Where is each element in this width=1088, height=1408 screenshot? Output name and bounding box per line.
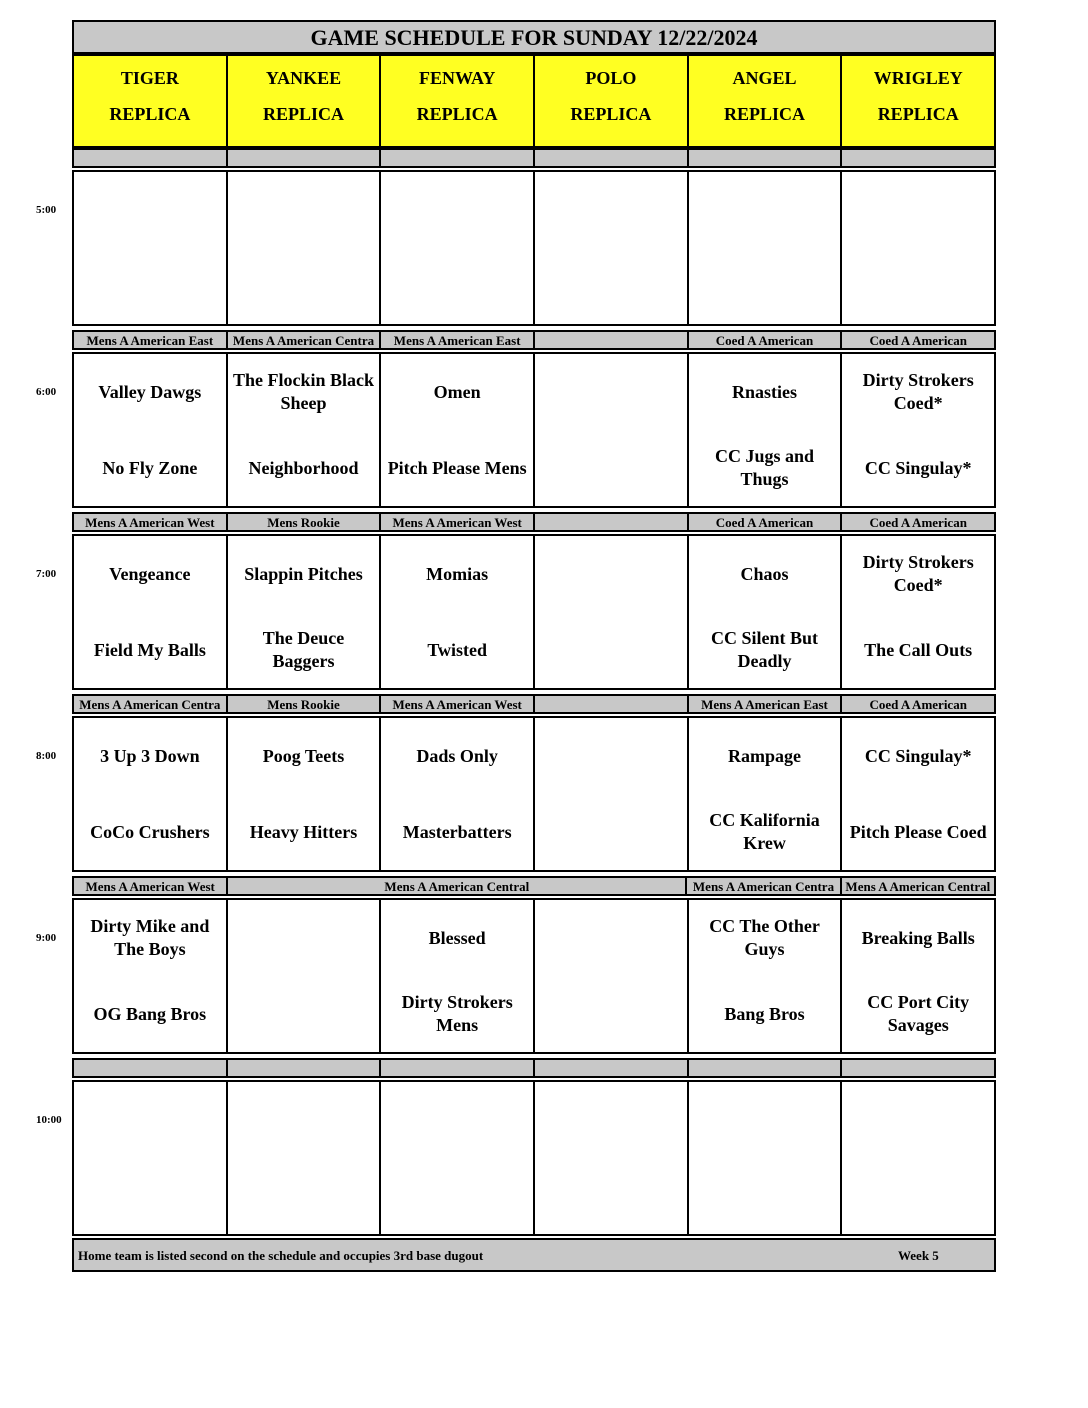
slot-5 [72,170,996,326]
division-row-10 [72,1058,996,1078]
away-team: Omen [433,381,481,402]
away-team [535,536,687,612]
division-label: Mens A American West [379,512,533,532]
field-name: FENWAY [419,68,496,88]
division-label [533,694,687,714]
away-team: Dirty Strokers Coed* [862,370,974,413]
field-sub: REPLICA [877,104,959,124]
field-header-yankee [226,54,380,148]
division-label: Coed A American [840,694,996,714]
home-team [535,430,687,506]
footer-note: Home team is listed second on the schedule and occupies 3rd base dugout [78,1248,484,1263]
away-team: The Flockin Black Sheep [232,370,375,413]
field-sub: REPLICA [724,104,806,124]
home-team: CC Silent But Deadly [711,628,819,671]
week-label: Week 5 [898,1248,939,1263]
home-team: CoCo Crushers [90,821,210,842]
away-team: 3 Up 3 Down [100,745,200,766]
home-team: OG Bang Bros [93,1003,207,1024]
division-label: Coed A American [840,512,996,532]
field-name: TIGER [120,68,179,88]
home-team: Field My Balls [93,639,206,660]
away-team: Rampage [728,745,802,766]
footer [72,1238,996,1272]
division-label: Mens Rookie [226,694,380,714]
home-team: The Deuce Baggers [262,628,345,671]
home-team: No Fly Zone [102,457,198,478]
division-row-5 [72,148,996,168]
home-team [228,976,380,1052]
division-label: Mens A American West [72,876,226,896]
field-header-fenway [379,54,533,148]
home-team: The Call Outs [864,639,973,660]
home-team: Masterbatters [402,821,512,842]
field-sub: REPLICA [109,104,191,124]
slot-10 [72,1080,996,1236]
time-label: 7:00 [36,568,57,580]
division-label: Mens A American Centra [685,876,839,896]
home-team: Twisted [427,639,488,660]
division-row-9 [72,876,996,896]
home-team: CC Port City Savages [867,992,970,1035]
away-team: Dads Only [416,745,498,766]
division-label: Mens A American East [687,694,841,714]
home-team [535,794,687,870]
field-header-wrigley [840,54,996,148]
division-label: Mens A American Centra [226,330,380,350]
division-label: Mens Rookie [226,512,380,532]
away-team: Dirty Strokers Coed* [862,552,974,595]
slot-6 [72,352,996,508]
division-label [533,512,687,532]
division-label: Mens A American West [72,512,226,532]
time-label: 10:00 [36,1114,62,1126]
division-row-6 [72,330,996,350]
division-label: Mens A American Centra [72,694,226,714]
division-label: Mens A American West [379,694,533,714]
slot-8 [72,716,996,872]
division-label: Mens A American Central [840,876,996,896]
division-row-8 [72,694,996,714]
field-sub: REPLICA [263,104,345,124]
home-team: CC Kalifornia Krew [709,810,820,853]
away-team: Rnasties [732,381,798,402]
division-label-merged: Mens A American Central [226,876,685,896]
schedule-title: GAME SCHEDULE FOR SUNDAY 12/22/2024 [72,20,996,54]
field-header-row [72,54,996,148]
field-name: WRIGLEY [873,68,963,88]
away-team [535,718,687,794]
time-label: 6:00 [36,386,57,398]
division-label: Mens A American East [72,330,226,350]
away-team: Dirty Mike and The Boys [90,916,210,959]
away-team [535,900,687,976]
away-team [535,354,687,430]
field-header-tiger [72,54,226,148]
away-team: Poog Teets [262,745,345,766]
home-team: Pitch Please Coed [849,821,987,842]
field-header-angel [687,54,841,148]
field-name: YANKEE [265,68,342,88]
home-team: Pitch Please Mens [387,457,527,478]
home-team: CC Jugs and Thugs [715,446,815,489]
home-team: Heavy Hitters [249,821,358,842]
home-team [535,976,687,1052]
division-label [533,330,687,350]
field-sub: REPLICA [416,104,498,124]
away-team: Momias [426,563,489,584]
away-team: Slappin Pitches [244,563,363,584]
away-team: Blessed [428,927,486,948]
division-label: Coed A American [687,512,841,532]
field-sub: REPLICA [570,104,652,124]
away-team: CC The Other Guys [709,916,820,959]
time-label: 5:00 [36,204,57,216]
division-label: Coed A American [840,330,996,350]
home-team: Dirty Strokers Mens [401,992,513,1035]
away-team: Valley Dawgs [98,381,202,402]
home-team: Bang Bros [724,1003,805,1024]
away-team [228,900,380,976]
slot-7 [72,534,996,690]
away-team: Breaking Balls [861,927,975,948]
time-label: 8:00 [36,750,57,762]
home-team: Neighborhood [248,457,359,478]
slot-9 [72,898,996,1054]
field-header-polo [533,54,687,148]
away-team: Vengeance [109,563,191,584]
away-team: CC Singulay* [864,745,972,766]
home-team [535,612,687,688]
away-team: Chaos [740,563,789,584]
division-label: Mens A American East [379,330,533,350]
division-row-7 [72,512,996,532]
home-team: CC Singulay* [864,457,972,478]
division-label: Coed A American [687,330,841,350]
field-name: ANGEL [732,68,797,88]
field-name: POLO [585,68,637,88]
time-label: 9:00 [36,932,57,944]
